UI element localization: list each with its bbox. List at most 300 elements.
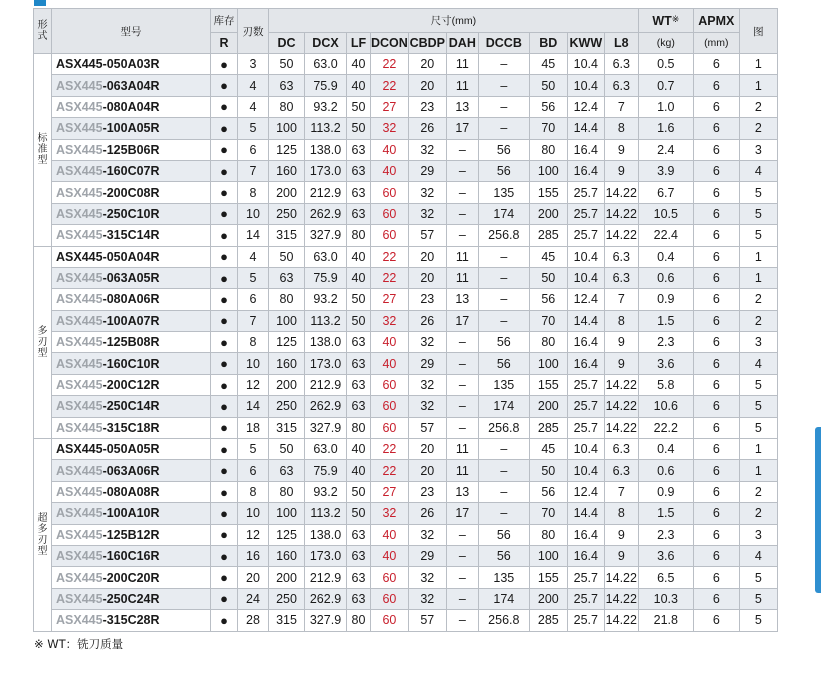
l8-cell: 14.22 <box>604 203 638 224</box>
l8-cell: 6.3 <box>604 54 638 75</box>
stock-cell: ● <box>211 246 238 267</box>
table-row <box>34 545 778 566</box>
stock-cell: ● <box>211 567 238 588</box>
bd-cell: 50 <box>529 460 567 481</box>
lf-cell: 40 <box>347 75 371 96</box>
dccb-cell: 135 <box>478 374 529 395</box>
dcon-cell: 32 <box>371 118 409 139</box>
dccb-cell: 174 <box>478 588 529 609</box>
dc-cell: 125 <box>269 139 305 160</box>
header-lf: LF <box>347 33 371 54</box>
cbdp-cell: 32 <box>408 332 446 353</box>
stock-cell: ● <box>211 481 238 502</box>
header-apmx: APMX <box>693 9 739 33</box>
cbdp-cell: 32 <box>408 396 446 417</box>
model-prefix: ASX445 <box>56 420 103 435</box>
l8-cell: 14.22 <box>604 182 638 203</box>
model-suffix: -315C18R <box>102 420 160 435</box>
teeth-cell: 6 <box>238 139 269 160</box>
apmx-cell: 6 <box>693 396 739 417</box>
model-suffix: -100A07R <box>102 313 160 328</box>
bd-cell: 155 <box>529 567 567 588</box>
dccb-cell: 256.8 <box>478 610 529 631</box>
table-row <box>34 332 778 353</box>
header-dcx: DCX <box>305 33 347 54</box>
teeth-cell: 28 <box>238 610 269 631</box>
model-suffix: -080A04R <box>102 99 160 114</box>
table-row <box>34 310 778 331</box>
kww-cell: 25.7 <box>567 203 604 224</box>
stock-cell: ● <box>211 75 238 96</box>
lf-cell: 40 <box>347 267 371 288</box>
apmx-cell: 6 <box>693 524 739 545</box>
figure-cell: 5 <box>739 396 777 417</box>
stock-cell: ● <box>211 54 238 75</box>
wt-cell: 3.6 <box>638 545 693 566</box>
dc-cell: 125 <box>269 524 305 545</box>
table-row <box>34 588 778 609</box>
dccb-cell: – <box>478 118 529 139</box>
wt-cell: 22.2 <box>638 417 693 438</box>
dccb-cell: 56 <box>478 139 529 160</box>
header-dah: DAH <box>446 33 478 54</box>
wt-cell: 22.4 <box>638 225 693 246</box>
dccb-cell: 56 <box>478 353 529 374</box>
bd-cell: 155 <box>529 182 567 203</box>
apmx-cell: 6 <box>693 139 739 160</box>
dcx-cell: 173.0 <box>305 545 347 566</box>
lf-cell: 80 <box>347 225 371 246</box>
wt-cell: 0.6 <box>638 267 693 288</box>
figure-cell: 5 <box>739 182 777 203</box>
wt-cell: 0.6 <box>638 460 693 481</box>
dah-cell: 13 <box>446 481 478 502</box>
l8-cell: 7 <box>604 96 638 117</box>
bd-cell: 70 <box>529 310 567 331</box>
figure-cell: 1 <box>739 439 777 460</box>
table-row <box>34 374 778 395</box>
kww-cell: 25.7 <box>567 567 604 588</box>
dcon-cell: 60 <box>371 396 409 417</box>
table-row <box>34 203 778 224</box>
l8-cell: 7 <box>604 289 638 310</box>
teeth-cell: 12 <box>238 524 269 545</box>
dc-cell: 63 <box>269 267 305 288</box>
l8-cell: 14.22 <box>604 417 638 438</box>
model-prefix: ASX445 <box>56 591 103 606</box>
apmx-cell: 6 <box>693 289 739 310</box>
dcon-cell: 40 <box>371 332 409 353</box>
l8-cell: 9 <box>604 332 638 353</box>
dcx-cell: 93.2 <box>305 481 347 502</box>
dcx-cell: 173.0 <box>305 160 347 181</box>
model-cell <box>52 54 211 75</box>
dc-cell: 250 <box>269 588 305 609</box>
bd-cell: 80 <box>529 139 567 160</box>
model-cell <box>52 310 211 331</box>
model-prefix: ASX445 <box>56 228 103 243</box>
model-cell <box>52 374 211 395</box>
dccb-cell: 256.8 <box>478 417 529 438</box>
lf-cell: 40 <box>347 54 371 75</box>
bd-cell: 100 <box>529 545 567 566</box>
dah-cell: – <box>446 203 478 224</box>
dccb-cell: 256.8 <box>478 225 529 246</box>
table-row <box>34 182 778 203</box>
table-row <box>34 96 778 117</box>
kww-cell: 16.4 <box>567 545 604 566</box>
model-suffix: -315C14R <box>102 228 160 243</box>
model-suffix: -125B08R <box>102 335 160 350</box>
dccb-cell: – <box>478 503 529 524</box>
dc-cell: 50 <box>269 54 305 75</box>
lf-cell: 50 <box>347 310 371 331</box>
page-edge-accent <box>815 427 821 593</box>
header-stock: 库存 <box>211 9 238 33</box>
dah-cell: – <box>446 588 478 609</box>
l8-cell: 6.3 <box>604 460 638 481</box>
model-prefix: ASX445 <box>56 613 103 628</box>
model-cell <box>52 332 211 353</box>
dccb-cell: 135 <box>478 182 529 203</box>
dcon-cell: 22 <box>371 460 409 481</box>
dc-cell: 160 <box>269 353 305 374</box>
l8-cell: 6.3 <box>604 267 638 288</box>
model-cell <box>52 96 211 117</box>
figure-cell: 2 <box>739 310 777 331</box>
dccb-cell: 56 <box>478 545 529 566</box>
teeth-cell: 3 <box>238 54 269 75</box>
figure-cell: 5 <box>739 225 777 246</box>
teeth-cell: 10 <box>238 503 269 524</box>
lf-cell: 50 <box>347 118 371 139</box>
wt-cell: 0.7 <box>638 75 693 96</box>
lf-cell: 40 <box>347 460 371 481</box>
teeth-cell: 5 <box>238 439 269 460</box>
dcon-cell: 27 <box>371 96 409 117</box>
model-cell <box>52 524 211 545</box>
stock-cell: ● <box>211 225 238 246</box>
table-header <box>34 9 778 54</box>
dcon-cell: 22 <box>371 54 409 75</box>
model-prefix: ASX445 <box>56 313 103 328</box>
bd-cell: 200 <box>529 203 567 224</box>
dah-cell: 11 <box>446 246 478 267</box>
figure-cell: 2 <box>739 289 777 310</box>
model-cell <box>52 588 211 609</box>
dc-cell: 80 <box>269 481 305 502</box>
l8-cell: 14.22 <box>604 374 638 395</box>
kww-cell: 25.7 <box>567 396 604 417</box>
l8-cell: 6.3 <box>604 439 638 460</box>
dccb-cell: 56 <box>478 524 529 545</box>
model-prefix: ASX445 <box>56 378 103 393</box>
figure-cell: 2 <box>739 503 777 524</box>
table-row <box>34 396 778 417</box>
dah-cell: – <box>446 396 478 417</box>
model-cell <box>52 503 211 524</box>
cbdp-cell: 57 <box>408 417 446 438</box>
cbdp-cell: 20 <box>408 267 446 288</box>
cbdp-cell: 32 <box>408 139 446 160</box>
dcon-cell: 60 <box>371 417 409 438</box>
teeth-cell: 7 <box>238 310 269 331</box>
footnote: ※ WT：铣刀质量 <box>34 637 124 651</box>
teeth-cell: 16 <box>238 545 269 566</box>
stock-cell: ● <box>211 310 238 331</box>
dah-cell: – <box>446 332 478 353</box>
model-prefix: ASX445 <box>56 185 103 200</box>
dccb-cell: – <box>478 439 529 460</box>
dc-cell: 200 <box>269 374 305 395</box>
section-marker-icon <box>34 0 46 6</box>
figure-cell: 5 <box>739 417 777 438</box>
model-cell <box>52 246 211 267</box>
cbdp-cell: 32 <box>408 182 446 203</box>
group-label: 多刃型 <box>34 246 52 439</box>
model-suffix: -063A04R <box>102 78 160 93</box>
wt-cell: 3.6 <box>638 353 693 374</box>
kww-cell: 25.7 <box>567 225 604 246</box>
dccb-cell: – <box>478 75 529 96</box>
dah-cell: 17 <box>446 118 478 139</box>
dcx-cell: 212.9 <box>305 374 347 395</box>
lf-cell: 50 <box>347 96 371 117</box>
header-wt-unit: (kg) <box>638 33 693 54</box>
figure-cell: 5 <box>739 567 777 588</box>
dah-cell: 13 <box>446 289 478 310</box>
dcx-cell: 63.0 <box>305 439 347 460</box>
kww-cell: 16.4 <box>567 353 604 374</box>
cbdp-cell: 20 <box>408 246 446 267</box>
figure-cell: 2 <box>739 481 777 502</box>
figure-cell: 1 <box>739 267 777 288</box>
dc-cell: 250 <box>269 203 305 224</box>
apmx-cell: 6 <box>693 439 739 460</box>
teeth-cell: 4 <box>238 75 269 96</box>
stock-cell: ● <box>211 417 238 438</box>
dah-cell: – <box>446 567 478 588</box>
model-prefix: ASX445 <box>56 57 103 72</box>
wt-cell: 0.4 <box>638 439 693 460</box>
dc-cell: 315 <box>269 417 305 438</box>
lf-cell: 50 <box>347 503 371 524</box>
lf-cell: 63 <box>347 353 371 374</box>
lf-cell: 63 <box>347 203 371 224</box>
teeth-cell: 7 <box>238 160 269 181</box>
kww-cell: 12.4 <box>567 481 604 502</box>
bd-cell: 200 <box>529 396 567 417</box>
kww-cell: 10.4 <box>567 460 604 481</box>
dc-cell: 250 <box>269 396 305 417</box>
wt-cell: 2.3 <box>638 332 693 353</box>
teeth-cell: 6 <box>238 289 269 310</box>
model-prefix: ASX445 <box>56 549 103 564</box>
table-row <box>34 417 778 438</box>
dah-cell: – <box>446 225 478 246</box>
kww-cell: 14.4 <box>567 503 604 524</box>
kww-cell: 25.7 <box>567 610 604 631</box>
model-prefix: ASX445 <box>56 463 103 478</box>
dcon-cell: 60 <box>371 610 409 631</box>
wt-cell: 0.4 <box>638 246 693 267</box>
apmx-cell: 6 <box>693 96 739 117</box>
dccb-cell: 56 <box>478 332 529 353</box>
cbdp-cell: 29 <box>408 545 446 566</box>
teeth-cell: 10 <box>238 203 269 224</box>
kww-cell: 16.4 <box>567 524 604 545</box>
cbdp-cell: 23 <box>408 96 446 117</box>
model-prefix: ASX445 <box>56 570 103 585</box>
teeth-cell: 5 <box>238 267 269 288</box>
model-suffix: -050A05R <box>102 442 160 457</box>
model-cell <box>52 353 211 374</box>
cbdp-cell: 32 <box>408 567 446 588</box>
stock-cell: ● <box>211 588 238 609</box>
lf-cell: 63 <box>347 524 371 545</box>
lf-cell: 50 <box>347 481 371 502</box>
stock-cell: ● <box>211 96 238 117</box>
group-label: 超多刃型 <box>34 439 52 632</box>
cbdp-cell: 26 <box>408 118 446 139</box>
header-kww: KWW <box>567 33 604 54</box>
dah-cell: 11 <box>446 460 478 481</box>
dcon-cell: 40 <box>371 545 409 566</box>
teeth-cell: 8 <box>238 332 269 353</box>
wt-cell: 6.7 <box>638 182 693 203</box>
lf-cell: 63 <box>347 588 371 609</box>
dah-cell: 17 <box>446 503 478 524</box>
kww-cell: 14.4 <box>567 118 604 139</box>
wt-cell: 0.9 <box>638 289 693 310</box>
stock-cell: ● <box>211 439 238 460</box>
lf-cell: 63 <box>347 567 371 588</box>
dcx-cell: 138.0 <box>305 332 347 353</box>
dccb-cell: – <box>478 310 529 331</box>
table-row <box>34 225 778 246</box>
model-suffix: -063A05R <box>102 271 160 286</box>
bd-cell: 80 <box>529 332 567 353</box>
stock-cell: ● <box>211 524 238 545</box>
wt-cell: 10.5 <box>638 203 693 224</box>
dc-cell: 200 <box>269 182 305 203</box>
model-suffix: -200C20R <box>102 570 160 585</box>
bd-cell: 70 <box>529 503 567 524</box>
model-prefix: ASX445 <box>56 442 103 457</box>
teeth-cell: 8 <box>238 481 269 502</box>
table-row <box>34 118 778 139</box>
table-row <box>34 439 778 460</box>
dah-cell: – <box>446 160 478 181</box>
table-row <box>34 503 778 524</box>
kww-cell: 12.4 <box>567 96 604 117</box>
dcon-cell: 60 <box>371 374 409 395</box>
stock-cell: ● <box>211 503 238 524</box>
model-prefix: ASX445 <box>56 399 103 414</box>
kww-cell: 10.4 <box>567 75 604 96</box>
apmx-cell: 6 <box>693 267 739 288</box>
model-cell <box>52 118 211 139</box>
model-cell <box>52 567 211 588</box>
teeth-cell: 14 <box>238 225 269 246</box>
header-figure: 图 <box>739 9 777 54</box>
header-wt: WT※ <box>638 9 693 33</box>
dah-cell: – <box>446 545 478 566</box>
stock-cell: ● <box>211 396 238 417</box>
table-row <box>34 289 778 310</box>
cbdp-cell: 29 <box>408 160 446 181</box>
apmx-cell: 6 <box>693 246 739 267</box>
bd-cell: 50 <box>529 75 567 96</box>
dah-cell: 11 <box>446 439 478 460</box>
dah-cell: 11 <box>446 267 478 288</box>
dcx-cell: 75.9 <box>305 460 347 481</box>
dcx-cell: 113.2 <box>305 503 347 524</box>
dcon-cell: 60 <box>371 225 409 246</box>
kww-cell: 10.4 <box>567 246 604 267</box>
dah-cell: – <box>446 417 478 438</box>
l8-cell: 9 <box>604 545 638 566</box>
dccb-cell: 56 <box>478 160 529 181</box>
figure-cell: 1 <box>739 246 777 267</box>
dcx-cell: 327.9 <box>305 417 347 438</box>
model-prefix: ASX445 <box>56 506 103 521</box>
model-suffix: -050A04R <box>102 249 160 264</box>
dcx-cell: 113.2 <box>305 310 347 331</box>
group-label: 标准型 <box>34 54 52 247</box>
table-row <box>34 267 778 288</box>
bd-cell: 56 <box>529 481 567 502</box>
stock-cell: ● <box>211 118 238 139</box>
header-form: 形式 <box>34 9 52 54</box>
dah-cell: – <box>446 139 478 160</box>
apmx-cell: 6 <box>693 225 739 246</box>
apmx-cell: 6 <box>693 182 739 203</box>
l8-cell: 9 <box>604 524 638 545</box>
header-l8: L8 <box>604 33 638 54</box>
model-suffix: -160C16R <box>102 549 160 564</box>
apmx-cell: 6 <box>693 75 739 96</box>
teeth-cell: 14 <box>238 396 269 417</box>
model-cell <box>52 545 211 566</box>
dah-cell: – <box>446 353 478 374</box>
teeth-cell: 20 <box>238 567 269 588</box>
dcx-cell: 212.9 <box>305 567 347 588</box>
dc-cell: 80 <box>269 289 305 310</box>
dcon-cell: 22 <box>371 267 409 288</box>
dcx-cell: 327.9 <box>305 225 347 246</box>
dah-cell: – <box>446 610 478 631</box>
dcon-cell: 32 <box>371 503 409 524</box>
dc-cell: 315 <box>269 610 305 631</box>
kww-cell: 12.4 <box>567 289 604 310</box>
dcon-cell: 60 <box>371 203 409 224</box>
dah-cell: – <box>446 182 478 203</box>
bd-cell: 285 <box>529 417 567 438</box>
dc-cell: 80 <box>269 96 305 117</box>
dcx-cell: 212.9 <box>305 182 347 203</box>
teeth-cell: 18 <box>238 417 269 438</box>
model-suffix: -100A05R <box>102 121 160 136</box>
stock-cell: ● <box>211 182 238 203</box>
model-prefix: ASX445 <box>56 356 103 371</box>
cbdp-cell: 32 <box>408 203 446 224</box>
model-cell <box>52 203 211 224</box>
lf-cell: 63 <box>347 545 371 566</box>
teeth-cell: 4 <box>238 96 269 117</box>
stock-cell: ● <box>211 332 238 353</box>
kww-cell: 25.7 <box>567 417 604 438</box>
